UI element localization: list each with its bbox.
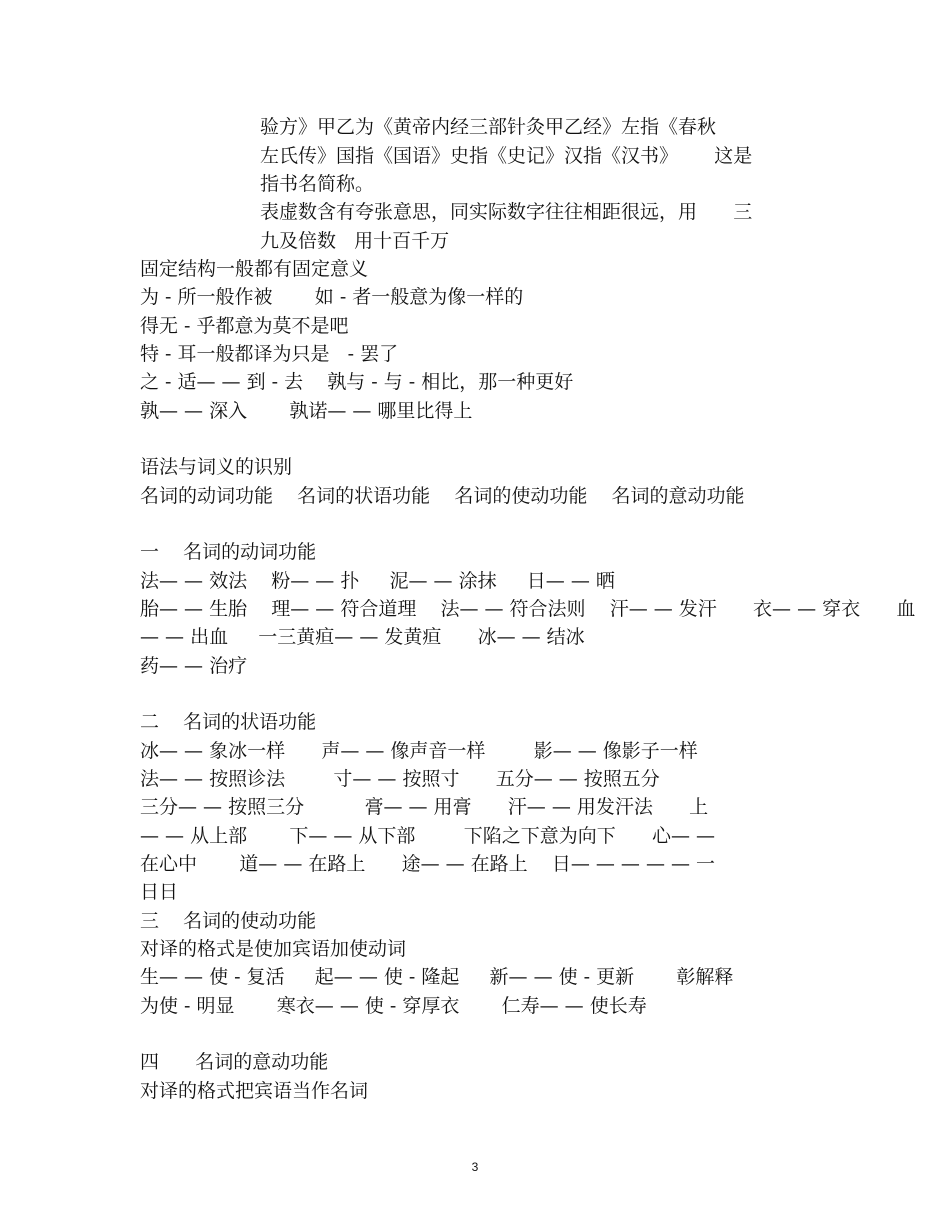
section-four-line-1: 对译的格式把宾语当作名词 [140, 1080, 369, 1102]
section-one-line-2: 胎— — 生胎 理— — 符合道理 法— — 符合法则 汗— — 发汗 衣— — 穿衣 血 [140, 598, 916, 620]
fixed-structure-line-3: 特 - 耳一般都译为只是 - 罢了 [140, 343, 399, 365]
fixed-structure-line-4: 之 - 适— — 到 - 去 孰与 - 与 - 相比，那一种更好 [140, 371, 574, 393]
fixed-structure-line-1: 为 - 所一般作被 如 - 者一般意为像一样的 [140, 286, 524, 308]
section-two-heading: 二 名词的状语功能 [140, 711, 317, 733]
intro-line-1: 验方》甲乙为《黄帝内经三部针灸甲乙经》左指《春秋 [260, 116, 717, 138]
intro-line-2: 左氏传》国指《国语》史指《史记》汉指《汉书》 这是 [260, 145, 753, 167]
section-three-line-1: 对译的格式是使加宾语加使动词 [140, 938, 407, 960]
fixed-structure-line-5: 孰— — 深入 孰诺— — 哪里比得上 [140, 400, 473, 422]
section-three-heading: 三 名词的使动功能 [140, 910, 317, 932]
intro-line-3: 指书名简称。 [260, 173, 375, 195]
section-two-line-1: 冰— — 象冰一样 声— — 像声音一样 影— — 像影子一样 [140, 740, 698, 762]
fixed-structure-heading: 固定结构一般都有固定意义 [140, 258, 369, 280]
intro-line-4: 表虚数含有夸张意思，同实际数字往往相距很远，用 三 [260, 201, 753, 223]
grammar-overview-line: 名词的动词功能 名词的状语功能 名词的使动功能 名词的意动功能 [140, 485, 745, 507]
section-two-line-5: 在心中 道— — 在路上 途— — 在路上 日— — — — — 一 [140, 853, 716, 875]
section-two-line-2: 法— — 按照诊法 寸— — 按照寸 五分— — 按照五分 [140, 768, 660, 790]
section-three-line-3: 为使 - 明显 寒衣— — 使 - 穿厚衣 仁寿— — 使长寿 [140, 995, 647, 1017]
section-four-heading: 四 名词的意动功能 [140, 1051, 329, 1073]
section-two-line-6: 日日 [140, 881, 179, 903]
page-number: 3 [471, 1160, 479, 1174]
section-one-line-3: — — 出血 一三黄疸— — 发黄疸 冰— — 结冰 [140, 626, 585, 648]
section-three-line-2: 生— — 使 - 复活 起— — 使 - 隆起 新— — 使 - 更新 彰解释 [140, 966, 734, 988]
section-one-line-1: 法— — 效法 粉— — 扑 泥— — 涂抹 日— — 晒 [140, 570, 615, 592]
intro-line-5: 九及倍数 用十百千万 [260, 230, 450, 252]
section-one-heading: 一 名词的动词功能 [140, 541, 317, 563]
section-one-line-4: 药— — 治疗 [140, 655, 248, 677]
section-heading-grammar: 语法与词义的识别 [140, 456, 293, 478]
fixed-structure-line-2: 得无 - 乎都意为莫不是吧 [140, 315, 349, 337]
section-two-line-3: 三分— — 按照三分 膏— — 用膏 汗— — 用发汗法 上 [140, 796, 709, 818]
section-two-line-4: — — 从上部 下— — 从下部 下陷之下意为向下 心— — [140, 825, 716, 847]
